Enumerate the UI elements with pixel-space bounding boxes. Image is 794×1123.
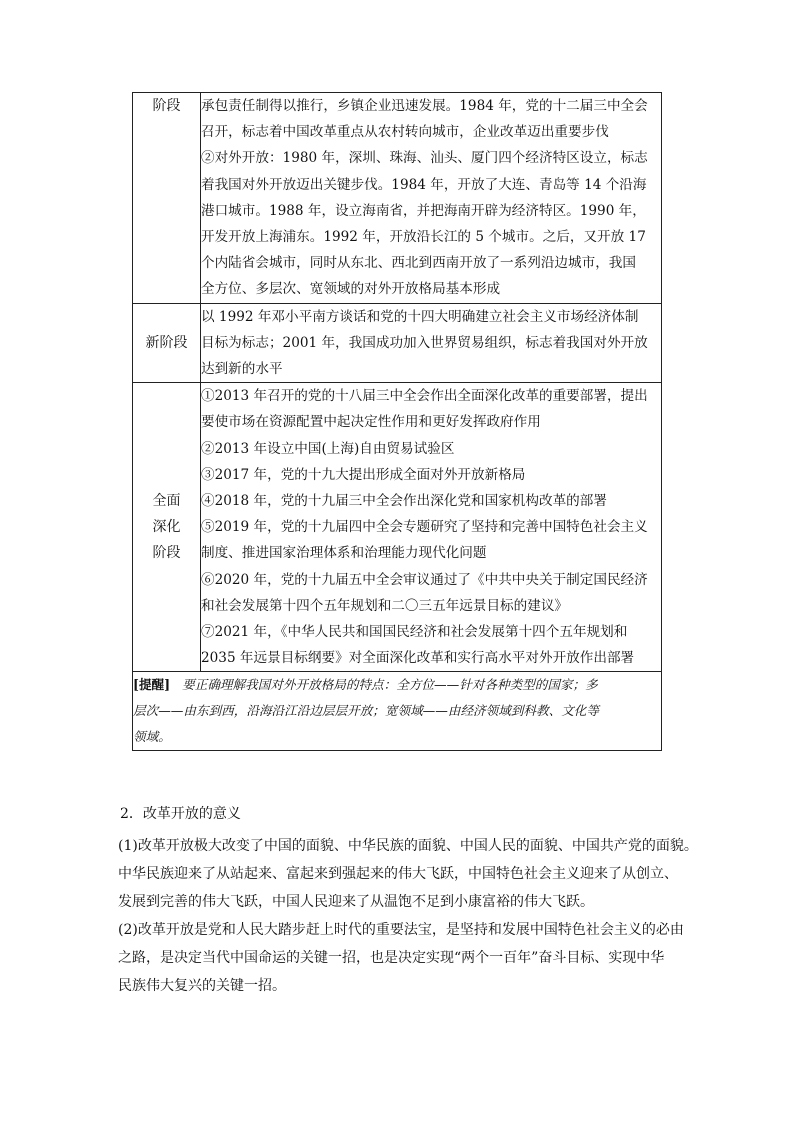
stage-name-cell <box>133 93 201 304</box>
table-row <box>133 93 662 304</box>
content-line: 港口城市。1988 年，设立海南省，并把海南开辟为经济特区。1990 年， <box>201 202 646 219</box>
paragraph-line: 民族伟大复兴的关键一招。 <box>118 978 286 994</box>
reminder-line <box>133 672 661 698</box>
paragraph-line: (1)改革开放极大改变了中国的面貌、中华民族的面貌、中国人民的面貌、中国共产党的面貌。 <box>118 838 698 854</box>
content-line: 全方位、多层次、宽领域的对外开放格局基本形成 <box>201 281 501 298</box>
reminder-line: 领域。 <box>133 729 171 745</box>
stage-name-cell <box>133 303 201 383</box>
stage-name-text: 新阶段 <box>145 334 188 351</box>
stage-name-text: 阶段 <box>152 545 181 562</box>
paragraph-line: (2)改革开放是党和人民大踏步赶上时代的重要法宝，是坚持和发展中国特色社会主义的必由 <box>118 922 684 938</box>
paragraph-line: 中华民族迎来了从站起来、富起来到强起来的伟大飞跃，中国特色社会主义迎来了从创立、 <box>118 866 678 882</box>
section-title: 2．改革开放的意义 <box>120 806 241 822</box>
content-line: 制度、推进国家治理体系和治理能力现代化问题 <box>201 545 487 562</box>
content-line: ①2013 年召开的党的十八届三中全会作出全面深化改革的重要部署，提出 <box>201 388 648 405</box>
table-row <box>133 672 662 751</box>
paragraph-line: 发展到完善的伟大飞跃，中国人民迎来了从温饱不足到小康富裕的伟大飞跃。 <box>118 894 594 910</box>
reminder-label: [提醒] <box>133 677 171 693</box>
content-line: 召开，标志着中国改革重点从农村转向城市，企业改革迈出重要步伐 <box>201 124 609 141</box>
reminder-text: 要正确理解我国对外开放格局的特点：全方位——针对各种类型的国家；多 <box>182 677 598 693</box>
content-line: ⑦2021 年，《中华人民共和国国民经济和社会发展第十四个五年规划和 <box>201 624 628 641</box>
content-line: 要使市场在资源配置中起决定性作用和更好发挥政府作用 <box>201 414 541 431</box>
stage-content-cell <box>201 303 662 383</box>
content-line: 承包责任制得以推行，乡镇企业迅速发展。1984 年，党的十二届三中全会 <box>201 98 648 114</box>
stage-content-cell <box>201 383 662 672</box>
reminder-cell <box>133 672 662 751</box>
content-line: 个内陆省会城市，同时从东北、西北到西南开放了一系列沿边城市，我国 <box>201 255 636 272</box>
content-line: 达到新的水平 <box>201 361 283 378</box>
stage-name-cell <box>133 383 201 672</box>
reminder-line: 层次——由东到西，沿海沿江沿边层层开放；宽领域——由经济领域到科教、文化等 <box>133 703 599 719</box>
content-line: ③2017 年，党的十九大提出形成全面对外开放新格局 <box>201 466 526 483</box>
reform-stages-table <box>132 92 662 751</box>
stage-name-text: 深化 <box>152 519 181 536</box>
content-line: ②对外开放：1980 年，深圳、珠海、汕头、厦门四个经济特区设立，标志 <box>201 150 648 167</box>
content-line: 目标为标志；2001 年，我国成功加入世界贸易组织，标志着我国对外开放 <box>201 334 648 351</box>
stage-name-text: 阶段 <box>152 98 181 114</box>
content-line: ②2013 年设立中国(上海)自由贸易试验区 <box>201 440 455 457</box>
content-line: 和社会发展第十四个五年规划和二〇三五年远景目标的建议》 <box>201 597 569 614</box>
content-line: ⑥2020 年，党的十九届五中全会审议通过了《中共中央关于制定国民经济 <box>201 571 648 588</box>
content-line: 着我国对外开放迈出关键步伐。1984 年，开放了大连、青岛等 14 个沿海 <box>201 176 647 193</box>
content-line: 2035 年远景目标纲要》对全面深化改革和实行高水平对外开放作出部署 <box>201 650 635 667</box>
stage-name-text: 全面 <box>152 493 181 510</box>
paragraph-line: 之路，是决定当代中国命运的关键一招，也是决定实现“两个一百年”奋斗目标、实现中华 <box>118 950 665 966</box>
significance-section <box>118 800 698 1000</box>
paragraph <box>118 916 684 1000</box>
table-row <box>133 303 662 383</box>
content-line: ⑤2019 年，党的十九届四中全会专题研究了坚持和完善中国特色社会主义 <box>201 519 648 536</box>
content-line: ④2018 年，党的十九届三中全会作出深化党和国家机构改革的部署 <box>201 493 607 510</box>
content-line: 开发开放上海浦东。1992 年，开放沿长江的 5 个城市。之后，又开放 17 <box>201 229 646 246</box>
table-row <box>133 383 662 672</box>
stage-content-cell <box>201 93 662 304</box>
paragraph <box>118 832 698 916</box>
content-line: 以 1992 年邓小平南方谈话和党的十四大明确建立社会主义市场经济体制 <box>201 308 639 325</box>
